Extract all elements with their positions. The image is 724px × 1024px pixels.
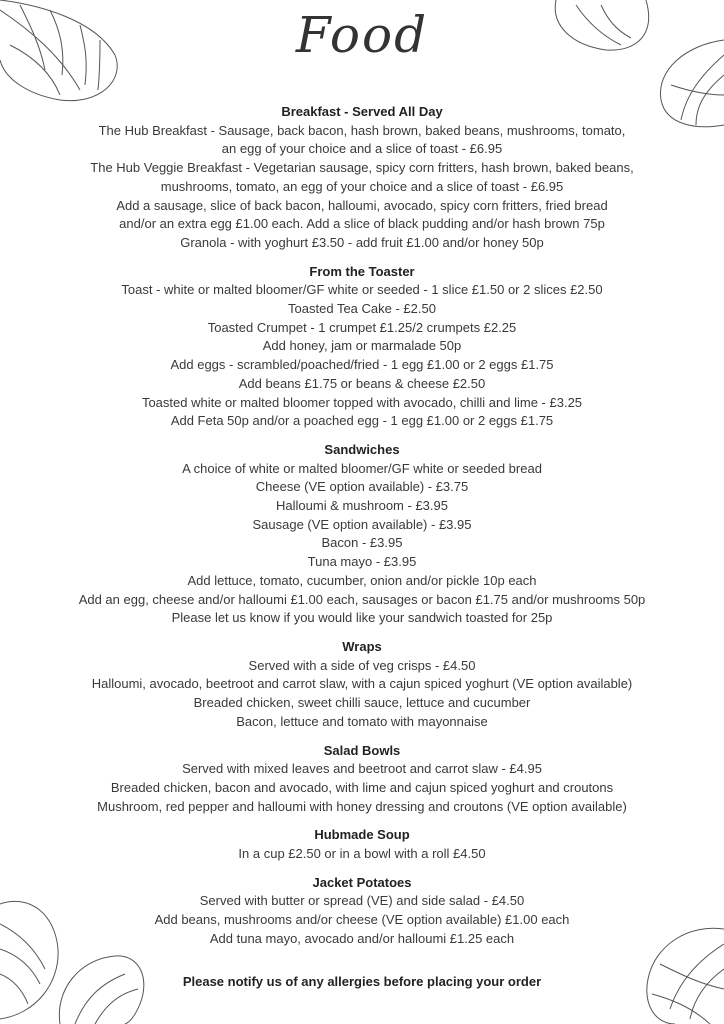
menu-item-line: The Hub Veggie Breakfast - Vegetarian sausage, spicy corn fritters, hash brown, baked beans, [90, 160, 634, 176]
menu-item-line: Add beans, mushrooms and/or cheese (VE option available) £1.00 each [154, 912, 570, 928]
menu-item-line: Breaded chicken, sweet chilli sauce, lettuce and cucumber [193, 695, 531, 711]
menu-section [40, 826, 684, 863]
menu-item-line: Cheese (VE option available) - £3.75 [255, 479, 469, 495]
page-title: Food [295, 6, 429, 64]
menu-item-line: Granola - with yoghurt £3.50 - add fruit £1.00 and/or honey 50p [180, 234, 544, 250]
menu-section [40, 638, 684, 732]
menu-item-line: Sausage (VE option available) - £3.95 [252, 516, 472, 532]
section-heading: Wraps [342, 638, 382, 654]
menu-item-line: Toast - white or malted bloomer/GF white or seeded - 1 slice £1.50 or 2 slices £2.50 [121, 282, 603, 298]
menu-item-line: Add an egg, cheese and/or halloumi £1.00 each, sausages or bacon £1.75 and/or mushrooms 50p [78, 591, 646, 607]
menu-section [40, 874, 684, 949]
menu-item-line: Add beans £1.75 or beans & cheese £2.50 [238, 375, 486, 391]
section-heading: Jacket Potatoes [312, 874, 412, 890]
menu-item-line: Add eggs - scrambled/poached/fried - 1 egg £1.00 or 2 eggs £1.75 [170, 357, 554, 373]
menu-item-line: and/or an extra egg £1.00 each. Add a slice of black pudding and/or hash brown 75p [119, 216, 605, 232]
menu-section [40, 441, 684, 628]
menu-item-line: Please let us know if you would like your sandwich toasted for 25p [171, 610, 553, 626]
menu-item-line: Add lettuce, tomato, cucumber, onion and/or pickle 10p each [187, 572, 537, 588]
menu-item-line: Bacon, lettuce and tomato with mayonnaise [236, 713, 488, 729]
section-heading: Salad Bowls [323, 742, 401, 758]
menu-section [40, 103, 684, 253]
menu-item-line: Served with a side of veg crisps - £4.50 [248, 657, 476, 673]
menu-item-line: Halloumi, avocado, beetroot and carrot slaw, with a cajun spiced yoghurt (VE option available) [91, 676, 633, 692]
menu-item-line: A choice of white or malted bloomer/GF white or seeded bread [182, 460, 542, 476]
allergy-notice: Please notify us of any allergies before placing your order [182, 974, 542, 989]
menu-item-line: Served with butter or spread (VE) and side salad - £4.50 [199, 893, 525, 909]
section-heading: Sandwiches [324, 441, 400, 457]
menu-item-line: Tuna mayo - £3.95 [307, 554, 417, 570]
menu-item-line: Add tuna mayo, avocado and/or halloumi £1.25 each [209, 930, 515, 946]
menu-item-line: Served with mixed leaves and beetroot and carrot slaw - £4.95 [182, 761, 542, 777]
menu-item-line: Mushroom, red pepper and halloumi with honey dressing and croutons (VE option available) [97, 798, 627, 814]
menu-item-line: an egg of your choice and a slice of toast - £6.95 [221, 141, 503, 157]
menu-section [40, 742, 684, 817]
section-heading: From the Toaster [309, 263, 415, 279]
menu-item-line: In a cup £2.50 or in a bowl with a roll £4.50 [238, 846, 486, 862]
section-heading: Hubmade Soup [314, 827, 410, 843]
menu-item-line: Toasted white or malted bloomer topped with avocado, chilli and lime - £3.25 [141, 394, 583, 410]
menu-section [40, 263, 684, 431]
menu-item-line: Halloumi & mushroom - £3.95 [276, 498, 448, 514]
menu-item-line: Add a sausage, slice of back bacon, halloumi, avocado, spicy corn fritters, fried bread [116, 197, 608, 213]
menu-item-line: Bacon - £3.95 [321, 535, 403, 551]
menu-item-line: mushrooms, tomato, an egg of your choice and a slice of toast - £6.95 [160, 178, 564, 194]
menu-item-line: Add honey, jam or marmalade 50p [262, 338, 462, 354]
menu-item-line: Toasted Crumpet - 1 crumpet £1.25/2 crumpets £2.25 [207, 319, 517, 335]
section-heading: Breakfast - Served All Day [281, 104, 443, 119]
menu-item-line: Breaded chicken, bacon and avocado, with lime and cajun spiced yoghurt and croutons [110, 779, 614, 795]
menu-content [40, 103, 684, 959]
menu-item-line: The Hub Breakfast - Sausage, back bacon, hash brown, baked beans, mushrooms, tomato, [98, 122, 626, 138]
menu-item-line: Add Feta 50p and/or a poached egg - 1 egg £1.00 or 2 eggs £1.75 [170, 413, 554, 429]
menu-item-line: Toasted Tea Cake - £2.50 [288, 301, 436, 317]
